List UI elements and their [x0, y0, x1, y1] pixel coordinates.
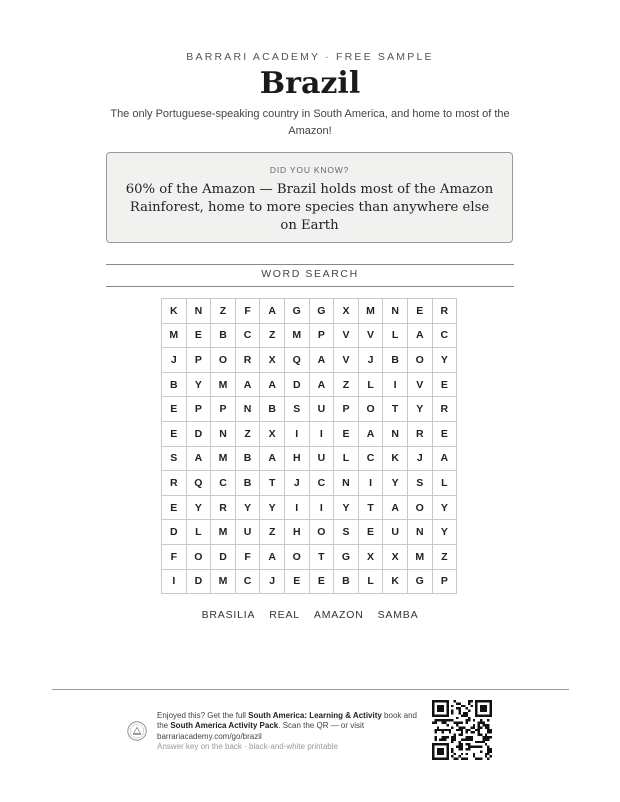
- grid-row: [162, 299, 457, 324]
- grid-cell: R: [235, 348, 260, 373]
- grid-cell: R: [432, 299, 457, 324]
- grid-cell: C: [358, 446, 383, 471]
- grid-cell: Z: [432, 544, 457, 569]
- grid-cell: Z: [334, 372, 359, 397]
- fact-box: [106, 152, 513, 243]
- grid-row: [162, 397, 457, 422]
- grid-cell: P: [309, 323, 334, 348]
- grid-cell: L: [358, 569, 383, 594]
- grid-row: [162, 569, 457, 594]
- grid-cell: O: [186, 544, 211, 569]
- grid-cell: Z: [211, 299, 236, 324]
- grid-cell: Y: [383, 471, 408, 496]
- word-list-item: BRASILIA: [201, 609, 256, 621]
- grid-cell: V: [407, 372, 432, 397]
- grid-row: [162, 471, 457, 496]
- grid-cell: E: [162, 397, 187, 422]
- word-list-item: SAMBA: [377, 609, 419, 621]
- grid-cell: X: [383, 544, 408, 569]
- grid-cell: J: [284, 471, 309, 496]
- grid-cell: H: [284, 446, 309, 471]
- grid-cell: N: [186, 299, 211, 324]
- grid-cell: V: [334, 323, 359, 348]
- grid-cell: O: [309, 520, 334, 545]
- footer-pack-title[interactable]: South America Activity Pack: [170, 721, 279, 731]
- page-subtitle: The only Portuguese-speaking country in South America, and home to most of the Amazon!: [110, 108, 510, 137]
- grid-cell: A: [309, 348, 334, 373]
- grid-cell: Y: [235, 495, 260, 520]
- grid-cell: L: [358, 372, 383, 397]
- grid-cell: U: [383, 520, 408, 545]
- grid-cell: V: [358, 323, 383, 348]
- grid-cell: M: [407, 544, 432, 569]
- grid-cell: N: [383, 421, 408, 446]
- grid-cell: N: [211, 421, 236, 446]
- grid-cell: E: [309, 569, 334, 594]
- grid-cell: P: [334, 397, 359, 422]
- grid-cell: I: [309, 495, 334, 520]
- grid-cell: D: [186, 569, 211, 594]
- grid-cell: J: [407, 446, 432, 471]
- grid-cell: X: [334, 299, 359, 324]
- grid-row: [162, 544, 457, 569]
- grid-cell: F: [235, 299, 260, 324]
- grid-cell: R: [211, 495, 236, 520]
- grid-cell: O: [407, 495, 432, 520]
- grid-cell: U: [235, 520, 260, 545]
- grid-cell: D: [162, 520, 187, 545]
- section-title: WORD SEARCH: [261, 268, 359, 280]
- grid-cell: I: [358, 471, 383, 496]
- grid-cell: Y: [432, 495, 457, 520]
- grid-cell: G: [407, 569, 432, 594]
- grid-row: [162, 446, 457, 471]
- grid-cell: B: [235, 471, 260, 496]
- grid-cell: Q: [186, 471, 211, 496]
- footer-text: [157, 711, 419, 753]
- grid-cell: E: [284, 569, 309, 594]
- grid-cell: R: [432, 397, 457, 422]
- grid-cell: X: [260, 421, 285, 446]
- grid-cell: F: [162, 544, 187, 569]
- grid-cell: A: [260, 299, 285, 324]
- grid-cell: C: [235, 569, 260, 594]
- word-list: [0, 609, 620, 621]
- footer-note: Answer key on the back · black-and-white printable: [157, 742, 338, 752]
- grid-cell: M: [211, 520, 236, 545]
- grid-cell: A: [186, 446, 211, 471]
- grid-cell: L: [186, 520, 211, 545]
- grid-cell: L: [334, 446, 359, 471]
- grid-cell: N: [407, 520, 432, 545]
- footer-rule: [52, 689, 569, 690]
- grid-cell: E: [334, 421, 359, 446]
- grid-cell: B: [260, 397, 285, 422]
- grid-cell: T: [383, 397, 408, 422]
- grid-row: [162, 520, 457, 545]
- grid-cell: E: [162, 495, 187, 520]
- grid-cell: F: [235, 544, 260, 569]
- grid-cell: O: [358, 397, 383, 422]
- grid-cell: C: [235, 323, 260, 348]
- grid-cell: Z: [235, 421, 260, 446]
- grid-cell: K: [383, 569, 408, 594]
- grid-cell: M: [284, 323, 309, 348]
- page-title: Brazil: [259, 66, 361, 101]
- grid-cell: V: [334, 348, 359, 373]
- grid-cell: B: [211, 323, 236, 348]
- grid-cell: C: [432, 323, 457, 348]
- grid-cell: O: [284, 544, 309, 569]
- grid-cell: Y: [432, 520, 457, 545]
- page-kicker: BARRARI ACADEMY · FREE SAMPLE: [186, 51, 434, 63]
- grid-cell: A: [260, 372, 285, 397]
- grid-cell: Y: [407, 397, 432, 422]
- grid-cell: B: [162, 372, 187, 397]
- grid-cell: Z: [260, 520, 285, 545]
- grid-cell: B: [383, 348, 408, 373]
- grid-cell: U: [309, 397, 334, 422]
- grid-cell: M: [211, 569, 236, 594]
- grid-cell: G: [334, 544, 359, 569]
- grid-cell: B: [334, 569, 359, 594]
- grid-cell: D: [211, 544, 236, 569]
- grid-cell: A: [432, 446, 457, 471]
- grid-cell: S: [284, 397, 309, 422]
- grid-cell: M: [358, 299, 383, 324]
- grid-cell: X: [260, 348, 285, 373]
- grid-cell: A: [260, 544, 285, 569]
- grid-cell: J: [260, 569, 285, 594]
- grid-cell: D: [284, 372, 309, 397]
- grid-cell: Y: [186, 495, 211, 520]
- grid-cell: C: [211, 471, 236, 496]
- grid-row: [162, 495, 457, 520]
- grid-row: [162, 372, 457, 397]
- grid-cell: A: [309, 372, 334, 397]
- grid-cell: B: [235, 446, 260, 471]
- grid-cell: T: [358, 495, 383, 520]
- grid-cell: O: [211, 348, 236, 373]
- grid-row: [162, 348, 457, 373]
- grid-cell: T: [260, 471, 285, 496]
- grid-cell: E: [358, 520, 383, 545]
- grid-cell: C: [309, 471, 334, 496]
- footer-line-mid: book and the: [157, 711, 417, 731]
- grid-cell: A: [358, 421, 383, 446]
- grid-row: [162, 323, 457, 348]
- footer-line-start: Enjoyed this? Get the full: [157, 711, 249, 720]
- grid-cell: E: [432, 421, 457, 446]
- grid-cell: Y: [334, 495, 359, 520]
- grid-row: [162, 421, 457, 446]
- grid-cell: P: [432, 569, 457, 594]
- grid-cell: M: [211, 446, 236, 471]
- grid-cell: L: [432, 471, 457, 496]
- grid-cell: U: [309, 446, 334, 471]
- footer-url[interactable]: barrariacademy.com/go/brazil: [157, 731, 262, 741]
- grid-cell: R: [162, 471, 187, 496]
- fact-label: DID YOU KNOW?: [269, 165, 350, 175]
- grid-cell: O: [407, 348, 432, 373]
- grid-cell: I: [383, 372, 408, 397]
- grid-cell: A: [407, 323, 432, 348]
- grid-cell: K: [162, 299, 187, 324]
- qr-code-icon[interactable]: [432, 700, 492, 760]
- grid-cell: E: [162, 421, 187, 446]
- grid-cell: X: [358, 544, 383, 569]
- grid-cell: S: [162, 446, 187, 471]
- grid-cell: N: [334, 471, 359, 496]
- grid-cell: A: [383, 495, 408, 520]
- grid-cell: I: [162, 569, 187, 594]
- word-list-item: AMAZON: [313, 609, 364, 621]
- grid-cell: Y: [432, 348, 457, 373]
- grid-cell: R: [407, 421, 432, 446]
- footer-line-end: . Scan the QR — or visit: [278, 721, 365, 731]
- grid-cell: Y: [260, 495, 285, 520]
- grid-cell: S: [334, 520, 359, 545]
- grid-cell: E: [432, 372, 457, 397]
- footer-book-title[interactable]: South America: Learning & Activity: [248, 711, 382, 720]
- grid-cell: E: [407, 299, 432, 324]
- fact-text: 60% of the Amazon — Brazil holds most of the Amazon Rainforest, home to more species than anywhere else on Earth: [125, 182, 494, 233]
- grid-cell: E: [186, 323, 211, 348]
- word-search-grid: [161, 298, 457, 594]
- grid-cell: I: [284, 495, 309, 520]
- grid-cell: P: [186, 348, 211, 373]
- grid-cell: S: [407, 471, 432, 496]
- grid-cell: T: [309, 544, 334, 569]
- word-list-item: REAL: [269, 609, 300, 621]
- section-top-rule: [106, 264, 514, 265]
- grid-cell: A: [260, 446, 285, 471]
- grid-cell: M: [162, 323, 187, 348]
- grid-cell: L: [383, 323, 408, 348]
- grid-cell: K: [383, 446, 408, 471]
- grid-cell: P: [186, 397, 211, 422]
- grid-cell: N: [235, 397, 260, 422]
- grid-cell: J: [162, 348, 187, 373]
- grid-cell: A: [235, 372, 260, 397]
- grid-cell: G: [284, 299, 309, 324]
- grid-cell: J: [358, 348, 383, 373]
- grid-cell: H: [284, 520, 309, 545]
- grid-cell: N: [383, 299, 408, 324]
- grid-cell: Z: [260, 323, 285, 348]
- grid-cell: D: [186, 421, 211, 446]
- grid-cell: G: [309, 299, 334, 324]
- grid-cell: M: [211, 372, 236, 397]
- grid-cell: P: [211, 397, 236, 422]
- section-bottom-rule: [106, 286, 514, 287]
- academy-seal-icon: [127, 721, 147, 741]
- grid-cell: I: [309, 421, 334, 446]
- grid-cell: Q: [284, 348, 309, 373]
- grid-cell: Y: [186, 372, 211, 397]
- grid-cell: I: [284, 421, 309, 446]
